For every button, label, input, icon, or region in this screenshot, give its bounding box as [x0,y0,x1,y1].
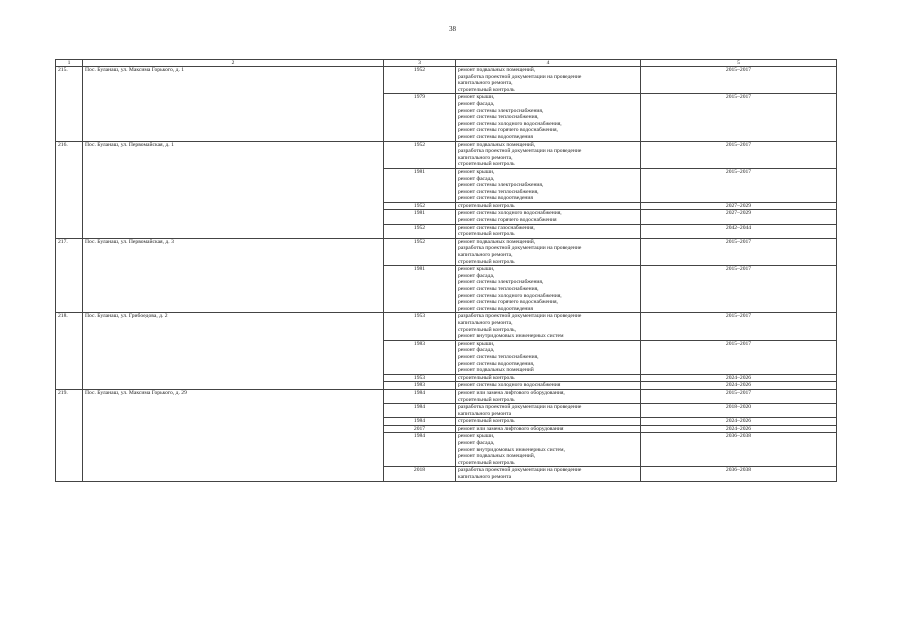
work-item: ремонт системы теплоснабжения, [458,188,539,195]
work-item: ремонт системы теплоснабжения, [458,286,539,292]
work-item: ремонт фасада, [458,440,495,447]
work-year: 1981 [384,266,456,313]
table-row [56,313,837,340]
work-list [456,418,641,426]
work-item: ремонт внутридомовых инженерных систем [458,333,564,340]
work-year: 1981 [384,210,456,224]
work-year: 1952 [384,202,456,210]
work-item: ремонт крыши, [458,340,495,347]
header-cell: 1 [56,60,83,67]
work-item: ремонт системы холодного водоснабжения, [458,120,562,127]
work-item: ремонт системы водоотведения [458,195,533,202]
work-year: 1952 [384,238,456,265]
header-cell: 2 [83,60,384,67]
entry-number: 216. [56,141,83,238]
work-item: капитального ремонта [458,474,512,481]
work-item: ремонт крыши, [458,433,495,440]
work-item: строительный контроль [458,202,515,209]
entry-number: 219. [56,389,83,481]
work-item: разработка проектной документации на проведение [458,73,582,80]
work-item: ремонт системы водоотведения, [458,360,535,367]
work-list [456,425,641,433]
work-item: ремонт фасада, [458,100,495,107]
work-period: 2027–2029 [641,210,837,224]
work-item: капитального ремонта, [458,319,513,326]
work-item: ремонт системы электроснабжения, [458,107,544,114]
work-period: 2024–2026 [641,425,837,433]
work-year: 1981 [384,168,456,202]
work-list [456,266,641,313]
work-period: 2015–2017 [641,266,837,313]
work-item: ремонт системы горячего водоснабжения, [458,299,558,306]
work-list [456,374,641,382]
work-item: ремонт или замена лифтового оборудования, [458,389,565,396]
work-item: строительный контроль [458,231,515,238]
work-period: 2015–2017 [641,141,837,168]
work-year: 2018 [384,467,456,481]
work-item: ремонт системы теплоснабжения, [458,114,539,121]
work-item: ремонт системы холодного водоснабжения [458,382,561,389]
table-header-row [56,60,837,67]
work-item: ремонт подвальных помещений, [458,67,536,73]
work-item: строительный контроль, [458,326,516,333]
work-item: ремонт внутридомовых инженерных систем, [458,446,565,453]
work-period: 2027–2029 [641,202,837,210]
work-year: 1983 [384,340,456,374]
work-period: 2024–2026 [641,382,837,390]
work-item: ремонт фасада, [458,347,495,354]
work-item: ремонт системы холодного водоснабжения, [458,210,562,217]
work-period: 2015–2017 [641,238,837,265]
work-period: 2015–2017 [641,67,837,94]
header-cell: 4 [456,60,641,67]
entry-number: 218. [56,313,83,390]
work-year: 1952 [384,224,456,238]
work-item: капитального ремонта, [458,154,513,161]
work-list [456,238,641,265]
entry-address: Пос. Буланаш, ул. Максима Горького, д. 1 [83,67,384,142]
work-period: 2036–2038 [641,467,837,481]
work-item: ремонт крыши, [458,94,495,101]
work-year: 1952 [384,67,456,94]
work-year: 1984 [384,389,456,403]
work-list [456,94,641,141]
work-period: 2042–2044 [641,224,837,238]
work-list [456,313,641,340]
work-item: ремонт подвальных помещений, [458,453,536,460]
work-year: 1984 [384,404,456,418]
entry-address: Пос. Буланаш, ул. Первомайская, д. 1 [83,141,384,238]
table-row [56,141,837,168]
work-list [456,382,641,390]
work-list [456,224,641,238]
work-year: 1979 [384,94,456,141]
work-period: 2015–2017 [641,389,837,403]
work-item: строительный контроль [458,374,515,381]
work-year: 1952 [384,141,456,168]
work-year: 2017 [384,425,456,433]
work-item: ремонт системы холодного водоснабжения, [458,292,562,299]
work-item: ремонт подвальных помещений [458,367,534,374]
entry-number: 217. [56,238,83,313]
work-list [456,433,641,467]
work-period: 2018–2020 [641,404,837,418]
work-list [456,467,641,481]
work-year: 1984 [384,418,456,426]
work-period: 2015–2017 [641,168,837,202]
header-cell: 5 [641,60,837,67]
work-item: ремонт системы водоотведения [458,133,533,140]
work-list [456,67,641,94]
work-period: 2015–2017 [641,340,837,374]
work-item: ремонт крыши, [458,168,495,175]
work-item: ремонт крыши, [458,266,495,273]
work-item: капитального ремонта, [458,252,513,259]
work-item: строительный контроль [458,86,515,93]
work-list [456,202,641,210]
work-item: строительный контроль [458,459,515,466]
table-row [56,67,837,94]
work-item: строительный контроль [458,258,515,265]
table-row [56,389,837,403]
work-year: 1983 [384,382,456,390]
work-item: ремонт системы горячего водоснабжения, [458,127,558,134]
work-item: ремонт системы электроснабжения, [458,279,544,286]
page-number: 38 [449,25,456,33]
work-period: 2024–2026 [641,418,837,426]
work-item: ремонт фасада, [458,272,495,279]
work-item: капитального ремонта, [458,80,513,87]
entry-address: Пос. Буланаш, ул. Первомайская, д. 3 [83,238,384,313]
table-row [56,238,837,265]
work-item: ремонт системы газоснабжения, [458,224,535,231]
work-item: ремонт или замена лифтового оборудования [458,425,564,432]
work-item: капитального ремонта [458,410,512,417]
work-item: разработка проектной документации на проведение [458,467,582,474]
work-item: ремонт подвальных помещений, [458,141,536,148]
work-year: 1953 [384,313,456,340]
work-item: строительный контроль [458,161,515,168]
work-list [456,210,641,224]
work-list [456,168,641,202]
work-year: 1953 [384,374,456,382]
table-body [56,67,837,482]
work-period: 2024–2026 [641,374,837,382]
header-cell: 3 [384,60,456,67]
work-period: 2036–2038 [641,433,837,467]
entry-address: Пос. Буланаш, ул. Максима Горького, д. 29 [83,389,384,481]
repair-schedule-table [55,59,837,482]
entry-address: Пос. Буланаш, ул. Грибоедова, д. 2 [83,313,384,390]
work-item: ремонт подвальных помещений, [458,238,536,245]
work-item: ремонт системы теплоснабжения, [458,353,539,360]
work-list [456,404,641,418]
work-item: разработка проектной документации на проведение [458,313,582,320]
work-list [456,340,641,374]
work-item: разработка проектной документации на проведение [458,148,582,155]
work-item: ремонт системы электроснабжения, [458,182,544,189]
work-item: ремонт системы горячего водоснабжения [458,217,557,224]
work-item: разработка проектной документации на проведение [458,245,582,252]
work-item: разработка проектной документации на проведение [458,404,582,411]
work-item: ремонт системы водоотведения [458,305,533,312]
work-list [456,389,641,403]
work-item: строительный контроль [458,418,515,425]
work-item: ремонт фасада, [458,175,495,182]
work-list [456,141,641,168]
work-period: 2015–2017 [641,94,837,141]
entry-number: 215. [56,67,83,142]
work-year: 1984 [384,433,456,467]
work-period: 2015–2017 [641,313,837,340]
work-item: строительный контроль [458,396,515,403]
